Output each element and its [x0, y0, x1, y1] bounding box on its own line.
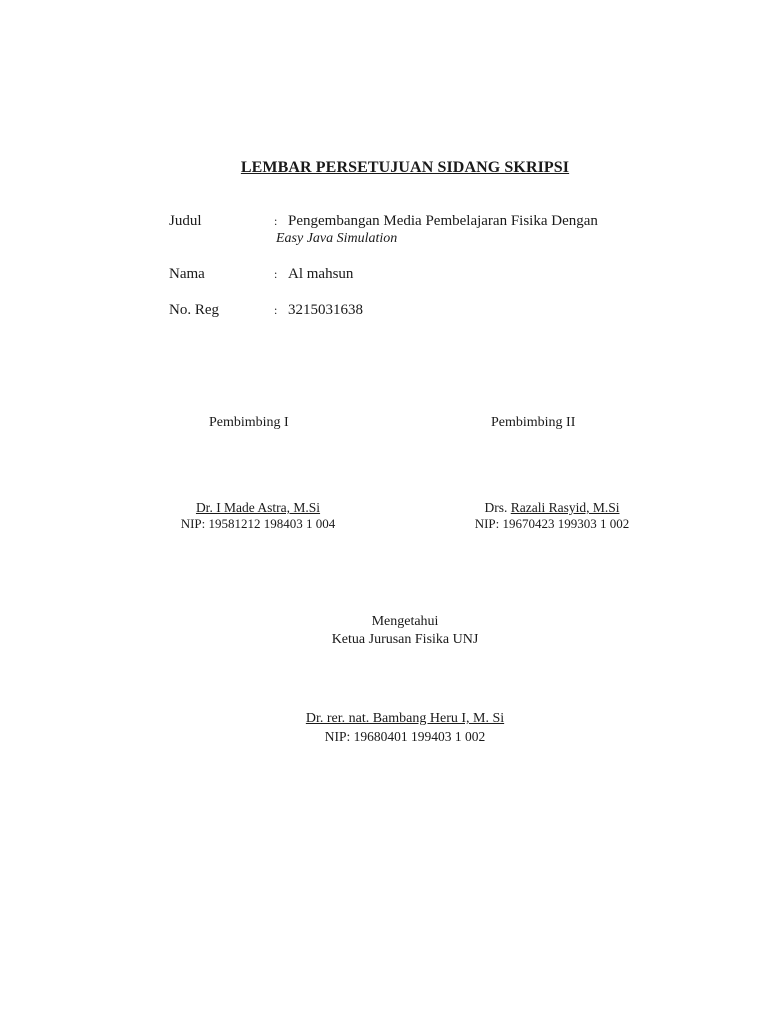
- kajur-signature: [0, 710, 768, 746]
- field-judul-value-line1: Pengembangan Media Pembelajaran Fisika Dengan: [288, 213, 598, 229]
- pembimbing2-nip: NIP: 19670423 199303 1 002: [474, 516, 630, 531]
- pembimbing1-nip: NIP: 19581212 198403 1 004: [180, 516, 336, 531]
- pembimbing1-name: Dr. I Made Astra, M.Si: [195, 500, 321, 515]
- field-nama-label: Nama: [169, 266, 205, 282]
- mengetahui-block: [0, 613, 768, 649]
- mengetahui-line2: Ketua Jurusan Fisika UNJ: [331, 632, 479, 647]
- document-title: LEMBAR PERSETUJUAN SIDANG SKRIPSI: [240, 159, 570, 176]
- pembimbing2-signature: [452, 500, 652, 532]
- pembimbing1-role: Pembimbing I: [209, 415, 289, 430]
- field-noreg-label: No. Reg: [169, 302, 219, 318]
- field-nama-value: Al mahsun: [288, 266, 354, 282]
- pembimbing2-name-prefix: Drs.: [484, 500, 508, 515]
- pembimbing1-signature: [158, 500, 358, 532]
- field-nama-colon: :: [274, 267, 278, 281]
- field-noreg-value: 3215031638: [288, 302, 363, 318]
- field-judul-colon: :: [274, 214, 278, 228]
- mengetahui-line1: Mengetahui: [371, 614, 439, 629]
- kajur-nip: NIP: 19680401 199403 1 002: [324, 729, 486, 744]
- kajur-name: Dr. rer. nat. Bambang Heru I, M. Si: [305, 711, 505, 726]
- pembimbing2-name: Razali Rasyid, M.Si: [510, 500, 620, 515]
- pembimbing2-name-line: [452, 500, 652, 516]
- field-judul-value-line2: Easy Java Simulation: [276, 231, 398, 246]
- field-judul-label: Judul: [169, 213, 202, 229]
- field-noreg-colon: :: [274, 303, 278, 317]
- pembimbing2-role: Pembimbing II: [491, 415, 576, 430]
